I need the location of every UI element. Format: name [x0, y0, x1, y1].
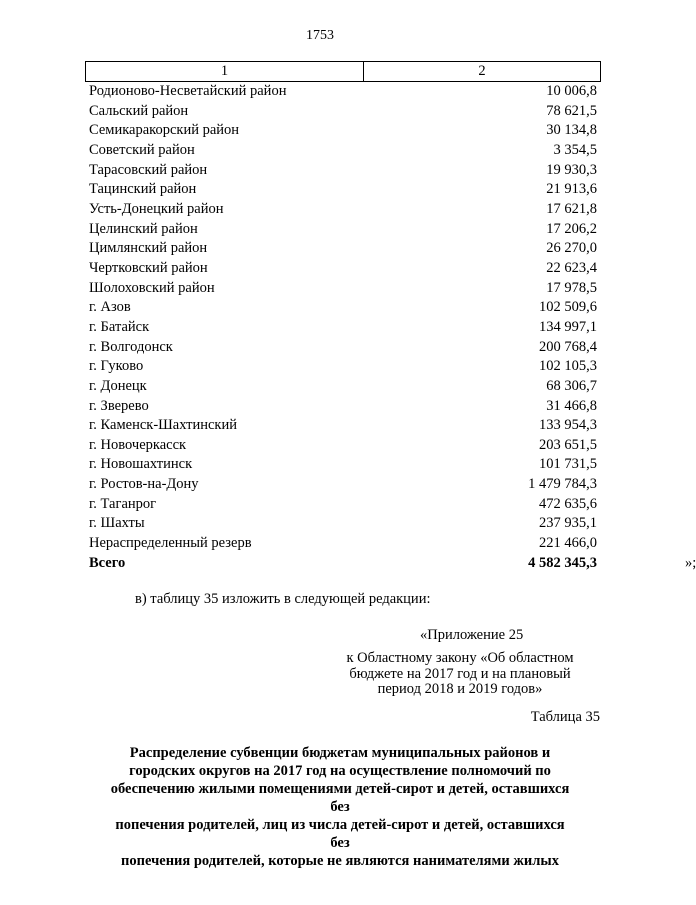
appendix-line: период 2018 и 2019 годов» — [377, 681, 543, 697]
table-heading — [105, 744, 575, 870]
district-name: Тацинский район — [89, 181, 197, 198]
table-row — [85, 514, 601, 534]
district-name: Чертковский район — [89, 259, 208, 276]
table-row — [85, 220, 601, 240]
district-name: Нераспределенный резерв — [89, 535, 252, 552]
appendix-line: к Областному закону «Об областном — [346, 650, 574, 666]
appendix-title: «Приложение 25 — [420, 627, 524, 643]
heading-line: попечения родителей, лиц из числа детей-сирот и детей, оставшихся без — [115, 817, 565, 851]
table-body — [85, 82, 601, 554]
table-row — [85, 259, 601, 279]
table-row — [85, 534, 601, 554]
subsidy-amount: 3 354,5 — [553, 141, 597, 158]
district-name: Советский район — [89, 141, 195, 158]
district-name: г. Ростов-на-Дону — [89, 476, 199, 493]
district-name: Семикаракорский район — [89, 122, 240, 139]
subsidy-amount: 31 466,8 — [546, 397, 597, 414]
appendix-line: бюджете на 2017 год и на плановый — [349, 665, 571, 682]
table-row — [85, 200, 601, 220]
table-row — [85, 397, 601, 417]
subsidy-amount: 17 206,2 — [546, 220, 597, 237]
subsidy-amount: 102 509,6 — [539, 299, 597, 316]
heading-line: попечения родителей, которые не являются нанимателями жилых — [121, 853, 559, 869]
table-header — [85, 61, 601, 82]
table-row — [85, 377, 601, 397]
subsidy-amount: 221 466,0 — [539, 535, 597, 552]
heading-line: городских округов на 2017 год на осуществление полномочий по — [129, 763, 551, 779]
total-label: Всего — [89, 554, 126, 571]
subsidy-table — [85, 61, 696, 573]
subsidy-amount: 200 768,4 — [539, 338, 597, 355]
table-row — [85, 357, 601, 377]
district-name: Родионово-Несветайский район — [89, 83, 287, 99]
table-row — [85, 318, 601, 338]
table-row — [85, 180, 601, 200]
district-name: г. Батайск — [89, 318, 150, 335]
total-suffix: »; — [685, 554, 696, 571]
subsidy-amount: 472 635,6 — [539, 495, 597, 512]
subsidy-amount: 22 623,4 — [546, 259, 597, 276]
subsidy-amount: 21 913,6 — [546, 181, 597, 198]
subsidy-amount: 1 479 784,3 — [528, 476, 597, 493]
subsidy-amount: 134 997,1 — [539, 318, 597, 335]
table-row — [85, 475, 601, 495]
table-row — [85, 298, 601, 318]
subsidy-amount: 101 731,5 — [539, 456, 597, 473]
district-name: г. Гуково — [89, 358, 144, 375]
subsidy-amount: 237 935,1 — [539, 515, 597, 532]
subsidy-amount: 203 651,5 — [539, 436, 597, 453]
table-row — [85, 338, 601, 358]
subsidy-amount: 19 930,3 — [546, 161, 597, 178]
total-row — [85, 554, 696, 574]
table-row — [85, 161, 601, 181]
subsidy-amount: 102 105,3 — [539, 358, 597, 375]
header-col-1: 1 — [86, 62, 364, 81]
district-name: г. Новошахтинск — [89, 456, 193, 473]
district-name: Целинский район — [89, 220, 198, 237]
district-name: г. Донецк — [89, 377, 147, 394]
district-name: г. Таганрог — [89, 495, 157, 512]
table-row — [85, 436, 601, 456]
subsidy-amount: 68 306,7 — [546, 377, 597, 394]
subsidy-amount: 78 621,5 — [546, 102, 597, 119]
subsidy-amount: 10 006,8 — [546, 83, 597, 99]
district-name: г. Зверево — [89, 397, 149, 414]
subsidy-amount: 17 978,5 — [546, 279, 597, 296]
subsidy-amount: 17 621,8 — [546, 200, 597, 217]
header-col-2: 2 — [478, 63, 486, 79]
instruction-text: в) таблицу 35 изложить в следующей редакции: — [135, 591, 431, 607]
total-value: 4 582 345,3 — [528, 554, 597, 571]
table-row — [85, 141, 601, 161]
district-name: г. Новочеркасск — [89, 436, 187, 453]
subsidy-amount: 26 270,0 — [546, 240, 597, 257]
heading-line: Распределение субвенции бюджетам муниципальных районов и — [129, 745, 551, 761]
district-name: Сальский район — [89, 102, 189, 119]
table-label: Таблица 35 — [530, 709, 600, 725]
appendix-description — [330, 651, 590, 698]
heading-line: обеспечению жилыми помещениями детей-сирот и детей, оставшихся без — [110, 781, 570, 815]
page-number: 1753 — [306, 28, 334, 43]
table-row — [85, 121, 601, 141]
district-name: Цимлянский район — [89, 240, 208, 257]
table-row — [85, 239, 601, 259]
subsidy-amount: 30 134,8 — [546, 122, 597, 139]
district-name: г. Волгодонск — [89, 338, 173, 355]
district-name: г. Азов — [89, 299, 131, 316]
table-row — [85, 102, 601, 122]
district-name: Усть-Донецкий район — [89, 200, 224, 217]
district-name: г. Шахты — [89, 515, 145, 532]
district-name: Тарасовский район — [89, 161, 208, 178]
table-row — [85, 455, 601, 475]
table-row — [85, 416, 601, 436]
subsidy-amount: 133 954,3 — [539, 417, 597, 434]
table-row — [85, 279, 601, 299]
table-row — [85, 495, 601, 515]
table-row — [85, 82, 601, 102]
district-name: Шолоховский район — [89, 279, 215, 296]
district-name: г. Каменск-Шахтинский — [89, 417, 237, 434]
